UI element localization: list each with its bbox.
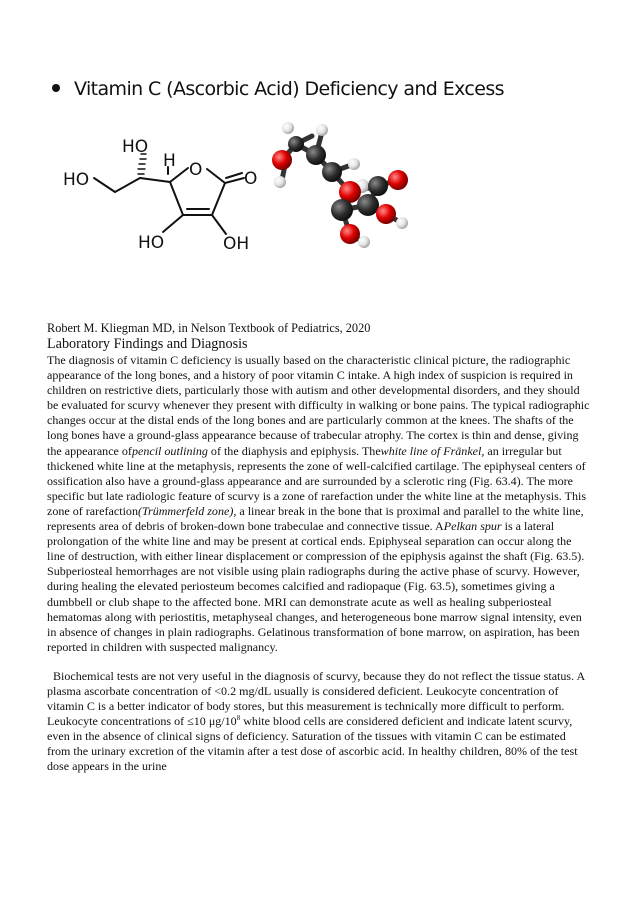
heading-text: Vitamin C (Ascorbic Acid) Deficiency and Excess: [74, 78, 504, 100]
paragraph-2: [47, 669, 592, 775]
label-h: H: [163, 151, 176, 171]
p2-text-2: white blood cells are considered deficient and indicate latent scurvy, even in the absence of clinical signs of deficiency. Saturation of the tissues with vitamin C can be estimated from the urinary excretion of the vitamin after a test dose of ascorbic acid. In healthy children, 80% of the test dose appears in the urine: [47, 714, 578, 774]
section-heading: [52, 78, 504, 100]
label-ho-top: HO: [122, 137, 149, 157]
section-subheading: Laboratory Findings and Diagnosis: [47, 336, 248, 352]
ascorbic-acid-figure: [60, 110, 480, 260]
p1-text-2: of the diaphysis and epiphysis. The: [207, 443, 381, 458]
label-ho-left: HO: [63, 170, 90, 190]
p2-text-1: Biochemical tests are not very useful in the diagnosis of scurvy, because they do not reflect the tissue status. A plasma ascorbate concentration of <0.2 mg/dL usually is considered deficient. Leukocyte concentration of vitamin C is a better indicator of body stores, but this measurement is technically more difficult to perform. Leukocyte concentrations of ≤10 μg/10: [47, 668, 585, 729]
p1-term-trummerfeld: (Trümmerfeld zone),: [137, 503, 237, 518]
p1-term-white-line: white line of Fränkel,: [380, 443, 485, 458]
label-ho-bottom: HO: [138, 233, 165, 253]
ball-and-stick-model: [272, 122, 408, 248]
p2-superscript: 8: [236, 714, 241, 723]
bullet-icon: [52, 84, 60, 92]
p1-term-pencil-outlining: pencil outlining: [131, 443, 208, 458]
label-oh-bottom: OH: [223, 234, 250, 254]
p1-text-1: The diagnosis of vitamin C deficiency is usually based on the characteristic clinical picture, the radiographic appearance of the long bones, and a history of poor vitamin C intake. A high index of suspicion is required in children on restrictive diets, particularly those with autism and other developmental disorders, and they should be evaluated for scurvy whenever they present with difficulty in walking or bone pains. The typical radiographic changes occur at the distal ends of the long bones and are particularly common at the knees. The shafts of the long bones have a ground-glass appearance because of trabecular atrophy. The cortex is thin and dense, giving the appearance of: [47, 353, 590, 458]
p1-text-5: is a lateral prolongation of the white line and may be present at cortical ends. Epiphyseal separation can occur along the line of destruction, with either linear displacement or compression of the epiphysis against the shaft (Fig. 63.5). Subperiosteal hemorrhages are not visible using plain radiographs during the active phase of scurvy. However, during healing the elevated periosteum becomes calcified and radiopaque (Fig. 63.5), sometimes giving a dumbbell or club shape to the affected bone. MRI can demonstrate acute as well as healing subperiosteal hematomas along with periostitis, metaphyseal changes, and heterogeneous bone marrow signal intensity, even in absence of changes in plain radiographs. Gelatinous transformation of bone marrow, on aspiration, has been reported in children with suspected malignancy.: [47, 519, 585, 654]
p1-text-3: an irregular but thickened white line at the metaphysis, represents the zone of well-calcified cartilage. The epiphyseal centers of ossification also have a ground-glass appearance and are surrounded by a sclerotic ring (Fig. 63.4). The more specific but late radiologic feature of scurvy is a zone of rarefaction under the white line at the metaphysis. This zone of rarefaction: [47, 443, 587, 518]
label-o-ring: O: [189, 160, 203, 180]
p1-term-pelkan-spur: Pelkan spur: [443, 519, 502, 534]
paragraph-1: [47, 353, 592, 655]
p1-text-4: a linear break in the bone that is proximal and parallel to the white line, represents area of debris of broken-down bone trabeculae and connective tissue. A: [47, 503, 584, 534]
citation: Robert M. Kliegman MD, in Nelson Textbook of Pediatrics, 2020: [47, 321, 371, 335]
article-body: [47, 320, 592, 775]
label-o-carbonyl: O: [244, 169, 258, 189]
